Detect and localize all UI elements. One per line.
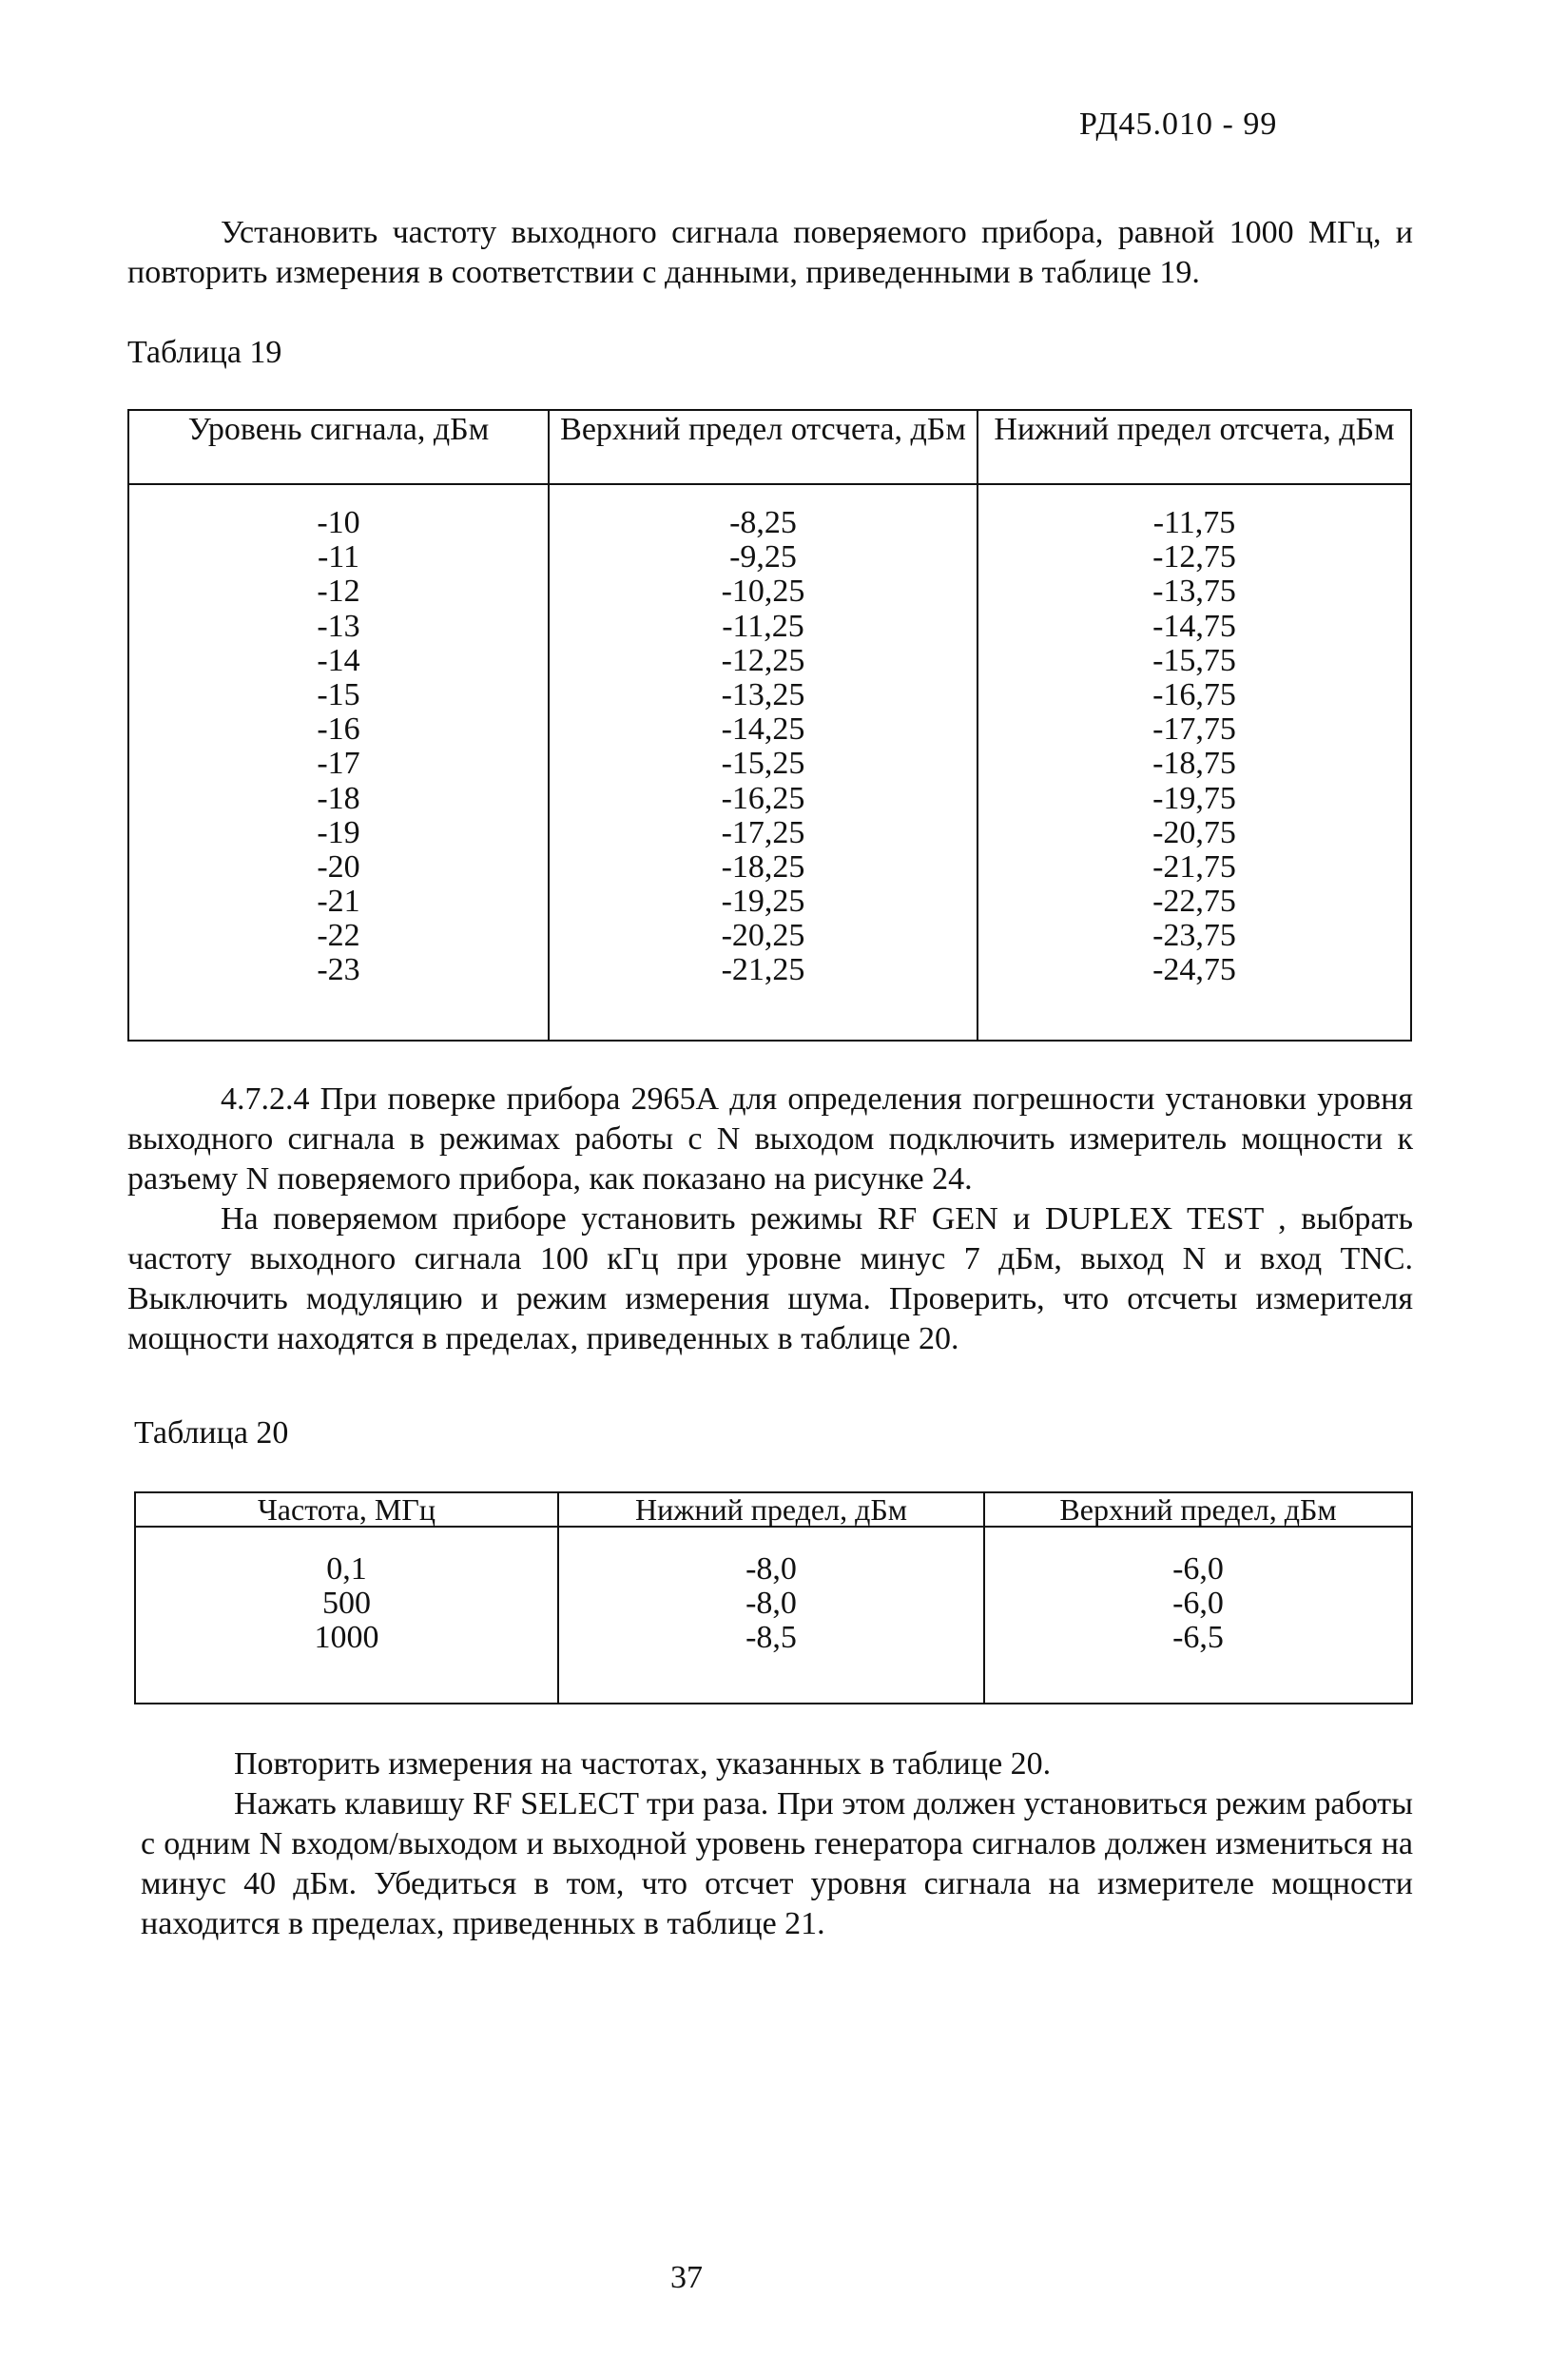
table19-cell-upper: -15,25 — [721, 746, 805, 782]
document-code: РД45.010 - 99 — [1079, 107, 1278, 142]
table19-cell-upper: -13,25 — [721, 676, 805, 712]
table20-cell-lower: -8,5 — [745, 1620, 797, 1655]
table19-cell-level: -10 — [317, 505, 360, 540]
table20-cell-frequency: 0,1 — [326, 1551, 367, 1587]
table19-cell-lower: -22,75 — [1152, 884, 1236, 920]
table19-cell-upper: -11,25 — [722, 608, 804, 644]
table19-cell-upper: -21,25 — [721, 952, 805, 988]
table20-cell-upper: -6,0 — [1172, 1551, 1224, 1587]
page-number: 37 — [670, 2260, 703, 2295]
table19-cell-level: -23 — [317, 952, 360, 988]
table19-cell-level: -19 — [317, 814, 360, 850]
table19-cell-lower: -20,75 — [1152, 814, 1236, 850]
table20-lower-values — [559, 1528, 983, 1655]
table19-lower-values — [978, 485, 1410, 988]
table19-cell-lower: -13,75 — [1152, 574, 1236, 610]
table19-cell-upper: -8,25 — [729, 505, 797, 540]
table19-cell-lower: -11,75 — [1152, 505, 1236, 540]
table20-cell-upper: -6,0 — [1172, 1586, 1224, 1621]
closing-paragraph-2: Нажать клавишу RF SELECT три раза. При этом должен установиться режим работы с одним N входом/выходом и выходной уровень генератора сигналов должен измениться на минус 40 дБм. Убедиться в том, что отсчет уровня сигнала на измерителе мощности находится в пределах, приведенных в таблице 21. — [141, 1786, 1413, 1941]
table19-cell-upper: -12,25 — [721, 642, 805, 678]
section-4-7-2-4 — [127, 1080, 1413, 1359]
table19-level-values — [129, 485, 548, 988]
table19-cell-level: -16 — [317, 711, 360, 748]
table19-cell-level: -18 — [317, 780, 360, 816]
table19-cell-upper: -18,25 — [721, 848, 805, 885]
table19-cell-upper: -17,25 — [721, 814, 805, 850]
table20-header-lower: Нижний предел, дБм — [559, 1493, 983, 1528]
table20-cell-lower: -8,0 — [745, 1551, 797, 1587]
table19-cell-level: -12 — [317, 574, 360, 610]
table19 — [127, 409, 1412, 1042]
table20-column-frequency — [136, 1493, 559, 1703]
table19-cell-upper: -20,25 — [721, 918, 805, 954]
table19-cell-level: -21 — [317, 884, 360, 920]
table19-cell-upper: -19,25 — [721, 884, 805, 920]
table19-cell-lower: -23,75 — [1152, 918, 1236, 954]
table20-frequency-values — [136, 1528, 557, 1655]
closing-paragraphs — [141, 1744, 1413, 1944]
table19-caption: Таблица 19 — [127, 335, 282, 370]
closing-paragraph-1: Повторить измерения на частотах, указанных в таблице 20. — [234, 1746, 1052, 1782]
table20-upper-values — [985, 1528, 1411, 1655]
table19-cell-lower: -19,75 — [1152, 780, 1236, 816]
table19-cell-level: -11 — [317, 539, 360, 575]
table19-column-level — [129, 411, 550, 1040]
table20-column-upper — [985, 1493, 1411, 1703]
table20-caption: Таблица 20 — [134, 1415, 289, 1451]
table19-cell-level: -13 — [317, 608, 360, 644]
table19-cell-level: -22 — [317, 918, 360, 954]
table20-header-frequency: Частота, МГц — [136, 1493, 557, 1528]
table19-upper-values — [550, 485, 977, 988]
table19-header-lower: Нижний предел отсчета, дБм — [978, 411, 1410, 485]
table20-cell-lower: -8,0 — [745, 1586, 797, 1621]
table20-column-lower — [559, 1493, 985, 1703]
table19-cell-lower: -16,75 — [1152, 676, 1236, 712]
table20-cell-frequency: 500 — [322, 1586, 371, 1621]
table19-header-level: Уровень сигнала, дБм — [129, 411, 548, 485]
table19-cell-lower: -12,75 — [1152, 539, 1236, 575]
table19-cell-upper: -9,25 — [729, 539, 797, 575]
section-paragraph-1: 4.7.2.4 При поверке прибора 2965А для определения погрешности установки уровня выходного сигнала в режимах работы с N выходом подключить измеритель мощности к разъему N поверяемого прибора, как показано на рисунке 24. — [127, 1081, 1413, 1197]
table19-cell-upper: -14,25 — [721, 711, 805, 748]
table19-cell-lower: -18,75 — [1152, 746, 1236, 782]
table19-cell-lower: -14,75 — [1152, 608, 1236, 644]
table19-cell-level: -17 — [317, 746, 360, 782]
table19-cell-upper: -16,25 — [721, 780, 805, 816]
table20-cell-upper: -6,5 — [1172, 1620, 1224, 1655]
section-paragraph-2: На поверяемом приборе установить режимы RF GEN и DUPLEX TEST , выбрать частоту выходного сигнала 100 кГц при уровне минус 7 дБм, выход N и вход TNC. Выключить модуляцию и режим измерения шума. Проверить, что отсчеты измерителя мощности находятся в пределах, приведенных в таблице 20. — [127, 1201, 1413, 1356]
table19-column-lower — [978, 411, 1410, 1040]
table19-cell-lower: -15,75 — [1152, 642, 1236, 678]
table19-cell-level: -14 — [317, 642, 360, 678]
intro-text: Установить частоту выходного сигнала поверяемого прибора, равной 1000 МГц, и повторить измерения в соответствии с данными, приведенными в таблице 19. — [127, 215, 1413, 290]
table20-cell-frequency: 1000 — [314, 1620, 379, 1655]
table19-cell-level: -15 — [317, 676, 360, 712]
intro-paragraph — [127, 213, 1413, 293]
table19-header-upper: Верхний предел отсчета, дБм — [550, 411, 977, 485]
table20 — [134, 1491, 1413, 1704]
table19-cell-lower: -21,75 — [1152, 848, 1236, 885]
table19-cell-lower: -24,75 — [1152, 952, 1236, 988]
table20-header-upper: Верхний предел, дБм — [985, 1493, 1411, 1528]
table19-cell-lower: -17,75 — [1152, 711, 1236, 748]
table19-cell-upper: -10,25 — [721, 574, 805, 610]
table19-cell-level: -20 — [317, 848, 360, 885]
table19-column-upper — [550, 411, 978, 1040]
